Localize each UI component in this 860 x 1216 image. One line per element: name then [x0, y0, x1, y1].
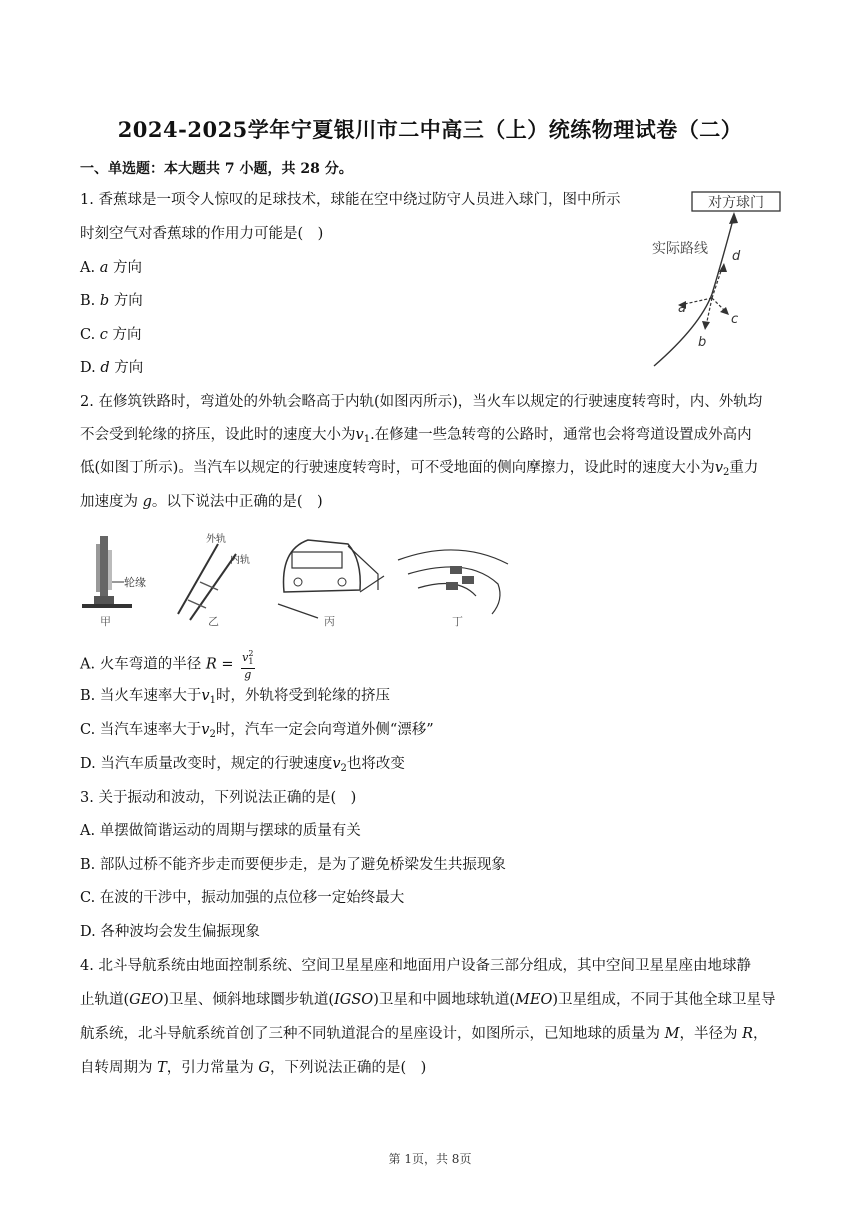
figure-jia [82, 536, 146, 628]
q1-option-d: D. d 方向 [80, 360, 144, 376]
q1-option-b: B. b 方向 [80, 293, 143, 309]
label-a: a [678, 301, 686, 316]
q2-stem-line2: 不会受到轮缘的挤压，设此时的速度大小为$v_1$.在修建一些急转弯的公路时，通常也会将弯道设置成外高内 [80, 427, 752, 445]
svg-text:外轨: 外轨 [206, 534, 226, 545]
railway-road-figure [78, 530, 518, 630]
banana-ball-figure [640, 186, 790, 372]
path-arrowhead [729, 212, 738, 224]
path-label: 实际路线 [652, 241, 708, 257]
section-heading: 一、单选题：本大题共 7 小题，共 28 分。 [80, 161, 353, 177]
q2-option-a: A. 火车弯道的半径 R = $\frac{v^2_1}{g}$ [80, 649, 254, 681]
q2-option-d: D. 当汽车质量改变时，规定的行驶速度$v_2$也将改变 [80, 756, 405, 774]
figure-bing [278, 540, 384, 628]
q4-stem-line2: 止轨道(GEO)卫星、倾斜地球圜步轨道(IGSO)卫星和中圆地球轨道(MEO)卫星组成，不同于其他全球卫星导 [80, 992, 776, 1008]
figure-yi [178, 532, 250, 628]
q3-option-b: B. 部队过桥不能齐步走而要便步走，是为了避免桥梁发生共振现象 [80, 857, 506, 873]
ball-path-curve [654, 216, 734, 366]
svg-text:内轨: 内轨 [230, 555, 250, 566]
q3-option-c: C. 在波的干涉中，振动加强的点位移一定始终最大 [80, 890, 405, 906]
q3-option-a: A. 单摆做简谐运动的周期与摆球的质量有关 [80, 823, 361, 839]
q4-stem-line3: 航系统，北斗导航系统首创了三种不同轨道混合的星座设计，如图所示，已知地球的质量为 M，半径为 R， [80, 1026, 768, 1042]
q3-stem: 3. 关于振动和波动，下列说法正确的是( ) [80, 790, 357, 806]
q2-stem-line3: 低(如图丁所示)。当汽车以规定的行驶速度转弯时，可不受地面的侧向摩擦力，设此时的速度大小为$v_2$重力 [80, 460, 759, 478]
goal-label: 对方球门 [708, 195, 764, 211]
page-title: 2024-2025学年宁夏银川市二中高三（上）统练物理试卷（二） [117, 117, 743, 142]
svg-text:丙: 丙 [324, 615, 335, 628]
q1-option-a: A. a 方向 [80, 260, 142, 276]
label-b: b [698, 335, 707, 350]
fraction-v1-squared-over-g: $\frac{v^2_1}{g}$ [242, 649, 254, 681]
q1-option-c: C. c 方向 [80, 327, 142, 343]
q1-stem-line2: 时刻空气对香蕉球的作用力可能是( ) [80, 226, 324, 242]
svg-text:乙: 乙 [208, 615, 219, 628]
svg-text:轮缘: 轮缘 [124, 576, 146, 589]
q1-stem-line1: 1. 香蕉球是一项令人惊叹的足球技术，球能在空中绕过防守人员进入球门，图中所示 [80, 192, 621, 208]
svg-text:甲: 甲 [100, 615, 111, 628]
q4-stem-line4: 自转周期为 T，引力常量为 G，下列说法正确的是( ) [80, 1060, 427, 1076]
q4-stem-line1: 4. 北斗导航系统由地面控制系统、空间卫星星座和地面用户设备三部分组成，其中空间卫星星座由地球静 [80, 958, 751, 974]
label-c: c [731, 312, 739, 327]
svg-text:丁: 丁 [452, 615, 463, 628]
figure-ding [398, 550, 508, 628]
label-d: d [732, 249, 741, 264]
q2-option-b: B. 当火车速率大于$v_1$时，外轨将受到轮缘的挤压 [80, 688, 390, 706]
q3-option-d: D. 各种波均会发生偏振现象 [80, 924, 260, 940]
q2-stem-line4: 加速度为 g。以下说法中正确的是( ) [80, 494, 323, 510]
page-footer: 第 1页，共 8页 [388, 1152, 472, 1166]
q2-option-c: C. 当汽车速率大于$v_2$时，汽车一定会向弯道外侧“漂移” [80, 722, 434, 740]
q2-stem-line1: 2. 在修筑铁路时，弯道处的外轨会略高于内轨(如图丙所示)，当火车以规定的行驶速度转弯时，内、外轨均 [80, 394, 763, 410]
